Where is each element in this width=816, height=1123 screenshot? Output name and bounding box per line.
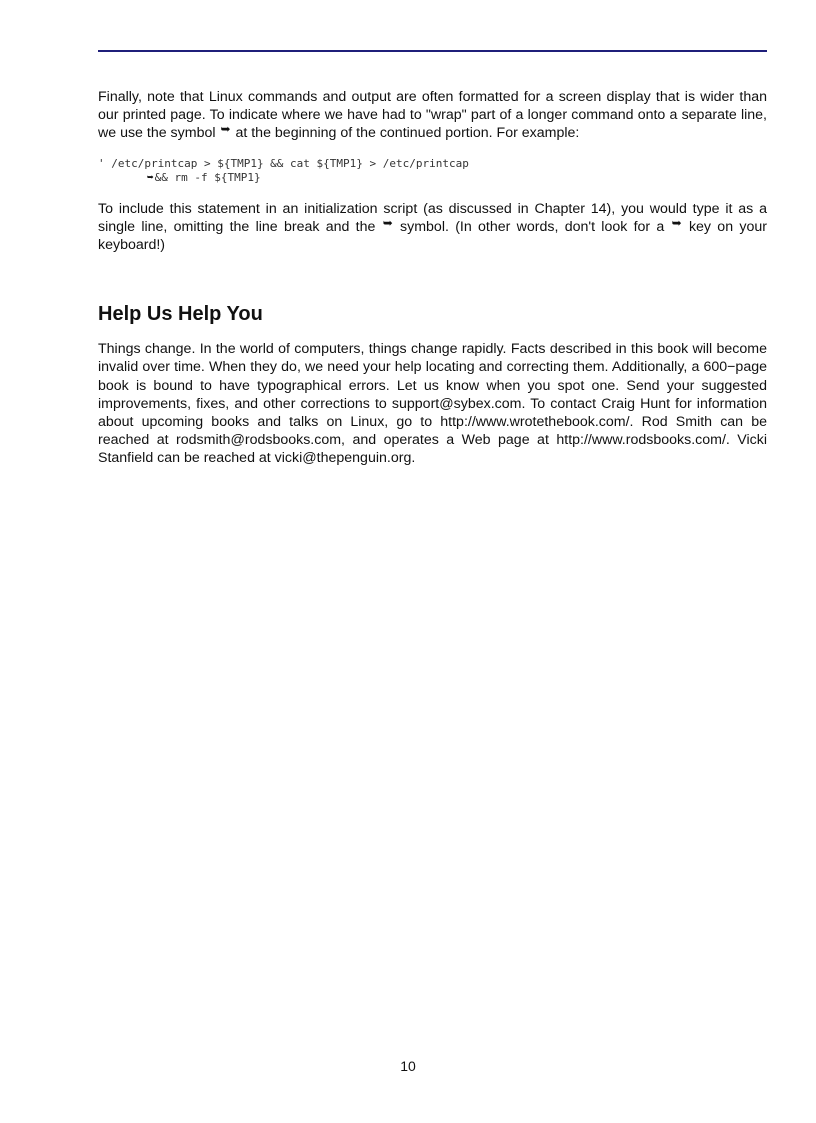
- intro-text-part2: at the beginning of the continued portion. For example:: [235, 125, 580, 142]
- explanation-text-part2: symbol. (In other words, don't look for a: [400, 218, 665, 235]
- continuation-arrow-icon: ➥: [671, 215, 682, 230]
- section-heading: Help Us Help You: [98, 303, 263, 326]
- code-line-2: && rm -f ${TMP1}: [154, 171, 261, 185]
- page-content: [98, 88, 767, 468]
- explanation-text-part1: To include this statement in an initialization script (as discussed in Chapter 14), you would type it as a single line, omitting the line break and the: [98, 200, 767, 235]
- page-number: 10: [400, 1058, 416, 1074]
- continuation-arrow-icon: ➥: [147, 171, 154, 185]
- explanation-text-part3: key on your keyboard!): [98, 218, 767, 254]
- code-line-1: ' /etc/printcap > ${TMP1} && cat ${TMP1} > /etc/printcap: [98, 156, 469, 170]
- code-line-2-wrapper: [98, 171, 767, 186]
- help-us-paragraph: Things change. In the world of computers, things change rapidly. Facts described in this book will become invalid over time. When they do, we need your help locating and correcting them. Additionally, a 600−page book is bound to have typographical errors. Let us know when you spot one. Send your suggested improvements, fixes, and other corrections to support@sybex.com. To contact Craig Hunt for information about upcoming books and talks on Linux, go to http://www.wrotethebook.com/. Rod Smith can be reached at rodsmith@rodsbooks.com, and operates a Web page at http://www.rodsbooks.com/. Vicki Stanfield can be reached at vicki@thepenguin.org.: [98, 341, 767, 467]
- intro-paragraph: [98, 88, 767, 143]
- header-rule: [98, 50, 767, 52]
- intro-text-part1: Finally, note that Linux commands and output are often formatted for a screen display that is wider than our printed page. To indicate where we have had to "wrap" part of a longer command onto a separate line, we use the symbol: [98, 89, 767, 142]
- explanation-paragraph: [98, 200, 767, 255]
- continuation-arrow-icon: ➥: [220, 122, 231, 137]
- code-example: [98, 157, 767, 186]
- continuation-arrow-icon: ➥: [382, 215, 393, 230]
